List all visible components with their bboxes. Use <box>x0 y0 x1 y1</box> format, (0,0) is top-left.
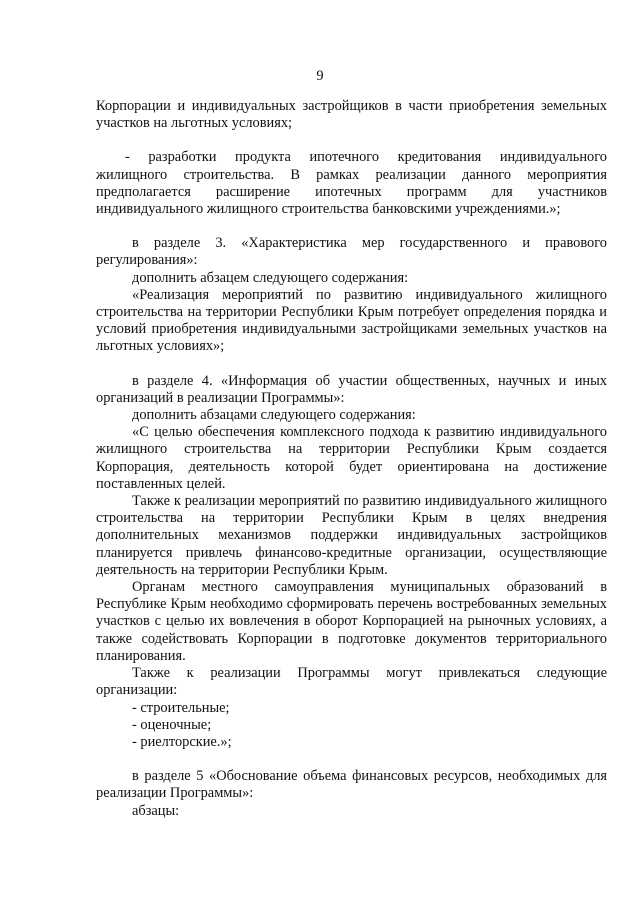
paragraph-credit-organizations: Также к реализации мероприятий по развитию индивидуального жилищного строительства на территории Республики Крым в целях внедрения дополнительных механизмов поддержки индивидуальных застройщиков планируется привлечь финансово-кредитные организации, осуществляющие деятельность на территории Республики Крым. <box>96 493 607 578</box>
document-body <box>96 98 607 820</box>
paragraph-continuation: Корпорации и индивидуальных застройщиков в части приобретения земельных участков на льготных условиях; <box>96 98 607 132</box>
paragraph-local-government: Органам местного самоуправления муниципальных образований в Республике Крым необходимо сформировать перечень востребованных земельных участков с целью их вовлечения в оборот Корпорацией на рыночных условиях, а также содействовать Корпорации в подготовке документов территориального планирования. <box>96 579 607 664</box>
paragraph-gap <box>96 356 607 373</box>
paragraph-add-one: дополнить абзацем следующего содержания: <box>132 269 409 286</box>
paragraph-gap <box>96 751 607 768</box>
paragraph-add-several: дополнить абзацами следующего содержания: <box>132 407 416 424</box>
paragraph-section-3-text: «Реализация мероприятий по развитию индивидуального жилищного строительства на территории Республики Крым потребует определения порядка и условий приобретения индивидуальными застройщиками земельных участков на льготных условиях»; <box>96 286 607 355</box>
list-item-construction: - строительные; <box>132 699 230 716</box>
list-item-appraisal: - оценочные; <box>132 716 212 733</box>
paragraph-section-3-heading: в разделе 3. «Характеристика мер государственного и правового регулирования»: <box>96 235 607 269</box>
paragraph-section-4-heading: в разделе 4. «Информация об участии общественных, научных и иных организаций в реализации Программы»: <box>96 372 607 406</box>
paragraph-paragraphs-label: абзацы: <box>132 802 180 819</box>
page-number: 9 <box>316 68 324 84</box>
paragraph-corporation: «С целью обеспечения комплексного подхода к развитию индивидуального жилищного строительства на территории Республики Крым создается Корпорация, деятельность которой будет ориентирована на достижение поставленных целей. <box>96 424 607 492</box>
paragraph-section-5-heading: в разделе 5 «Обоснование объема финансовых ресурсов, необходимых для реализации Программы»: <box>96 768 607 802</box>
paragraph-organizations-intro: Также к реализации Программы могут привлекаться следующие организации: <box>96 665 607 699</box>
paragraph-gap <box>96 218 607 235</box>
list-item-realtor: - риелторские.»; <box>132 733 232 750</box>
paragraph-gap <box>96 132 607 149</box>
paragraph-mortgage-product: - разработки продукта ипотечного кредитования индивидуального жилищного строительства. В рамках реализации данного мероприятия предполагается расширение ипотечных программ для участников индивидуального жилищного строительства банковскими учреждениями.»; <box>96 149 607 218</box>
